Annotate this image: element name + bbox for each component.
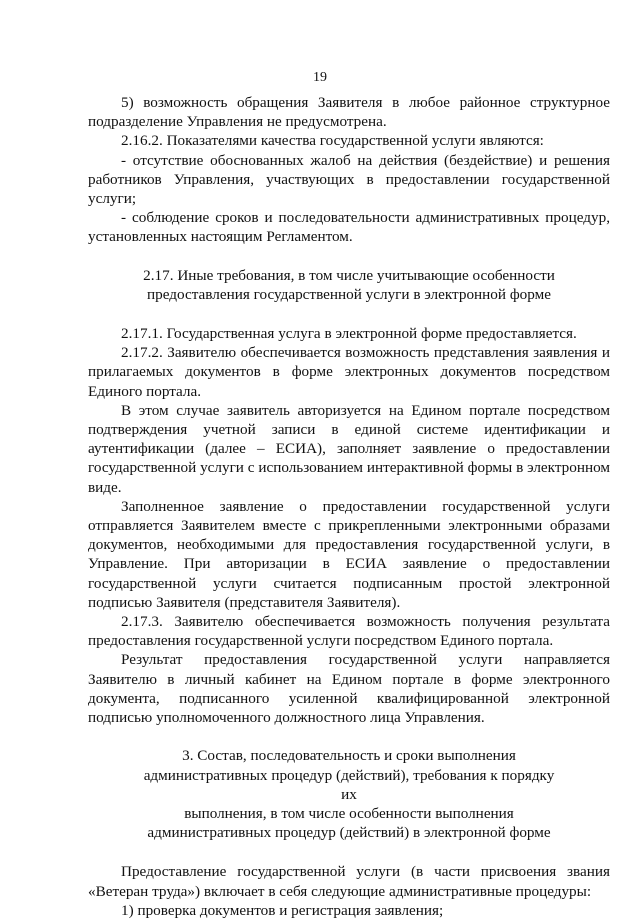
document-body xyxy=(88,93,610,920)
section-heading-2-17 xyxy=(134,266,564,304)
heading-line: предоставления государственной услуги в электронной форме xyxy=(147,285,551,303)
section-heading-3 xyxy=(134,746,564,842)
paragraph: 5) возможность обращения Заявителя в любое районное структурное подразделение Управления не предусмотрена. xyxy=(88,94,610,131)
heading-line: 2.17. Иные требования, в том числе учитывающие особенности xyxy=(143,266,555,284)
paragraph: Заполненное заявление о предоставлении государственной услуги отправляется Заявителем вместе с прикрепленными электронными образами документов, необходимыми для предоставления государственной услуги, в Управление. При авторизации в ЕСИА заявление о предоставлении государственной услуги считается подписанным простой электронной подписью Заявителя (представителя Заявителя). xyxy=(88,497,610,611)
paragraph: - соблюдение сроков и последовательности административных процедур, установленных настоящим Регламентом. xyxy=(88,209,610,246)
heading-line: выполнения, в том числе особенности выполнения xyxy=(184,804,514,822)
paragraph: 1) проверка документов и регистрация заявления; xyxy=(121,901,444,919)
heading-line: административных процедур (действий), требования к порядку их xyxy=(143,766,555,803)
paragraph: В этом случае заявитель авторизуется на Едином портале посредством подтверждения учетной записи в единой системе идентификации и аутентификации (далее – ЕСИА), заполняет заявление о предоставлении государственной услуги с использованием интерактивной формы в электронном виде. xyxy=(88,401,610,496)
paragraph: 2.17.2. Заявителю обеспечивается возможность представления заявления и прилагаемых документов в форме электронных документов посредством Единого портала. xyxy=(88,344,610,400)
paragraph: - отсутствие обоснованных жалоб на действия (бездействие) и решения работников Управления, участвующих в предоставлении государственной услуги; xyxy=(88,151,610,208)
paragraph: Предоставление государственной услуги (в части присвоения звания «Ветеран труда») включает в себя следующие административные процедуры: xyxy=(88,863,610,900)
heading-line: административных процедур (действий) в электронной форме xyxy=(147,824,551,842)
page-number: 19 xyxy=(313,70,327,85)
paragraph: 2.17.1. Государственная услуга в электронной форме предоставляется. xyxy=(121,325,577,343)
paragraph: 2.16.2. Показателями качества государственной услуги являются: xyxy=(121,132,544,150)
paragraph: Результат предоставления государственной услуги направляется Заявителю в личный кабинет на Едином портале в форме электронного документа, подписанного усиленной квалифицированной электронной подписью уполномоченного должностного лица Управления. xyxy=(88,651,610,727)
paragraph: 2.17.3. Заявителю обеспечивается возможность получения результата предоставления государственной услуги посредством Единого портала. xyxy=(88,613,610,650)
heading-line: 3. Состав, последовательность и сроки выполнения xyxy=(182,747,516,765)
